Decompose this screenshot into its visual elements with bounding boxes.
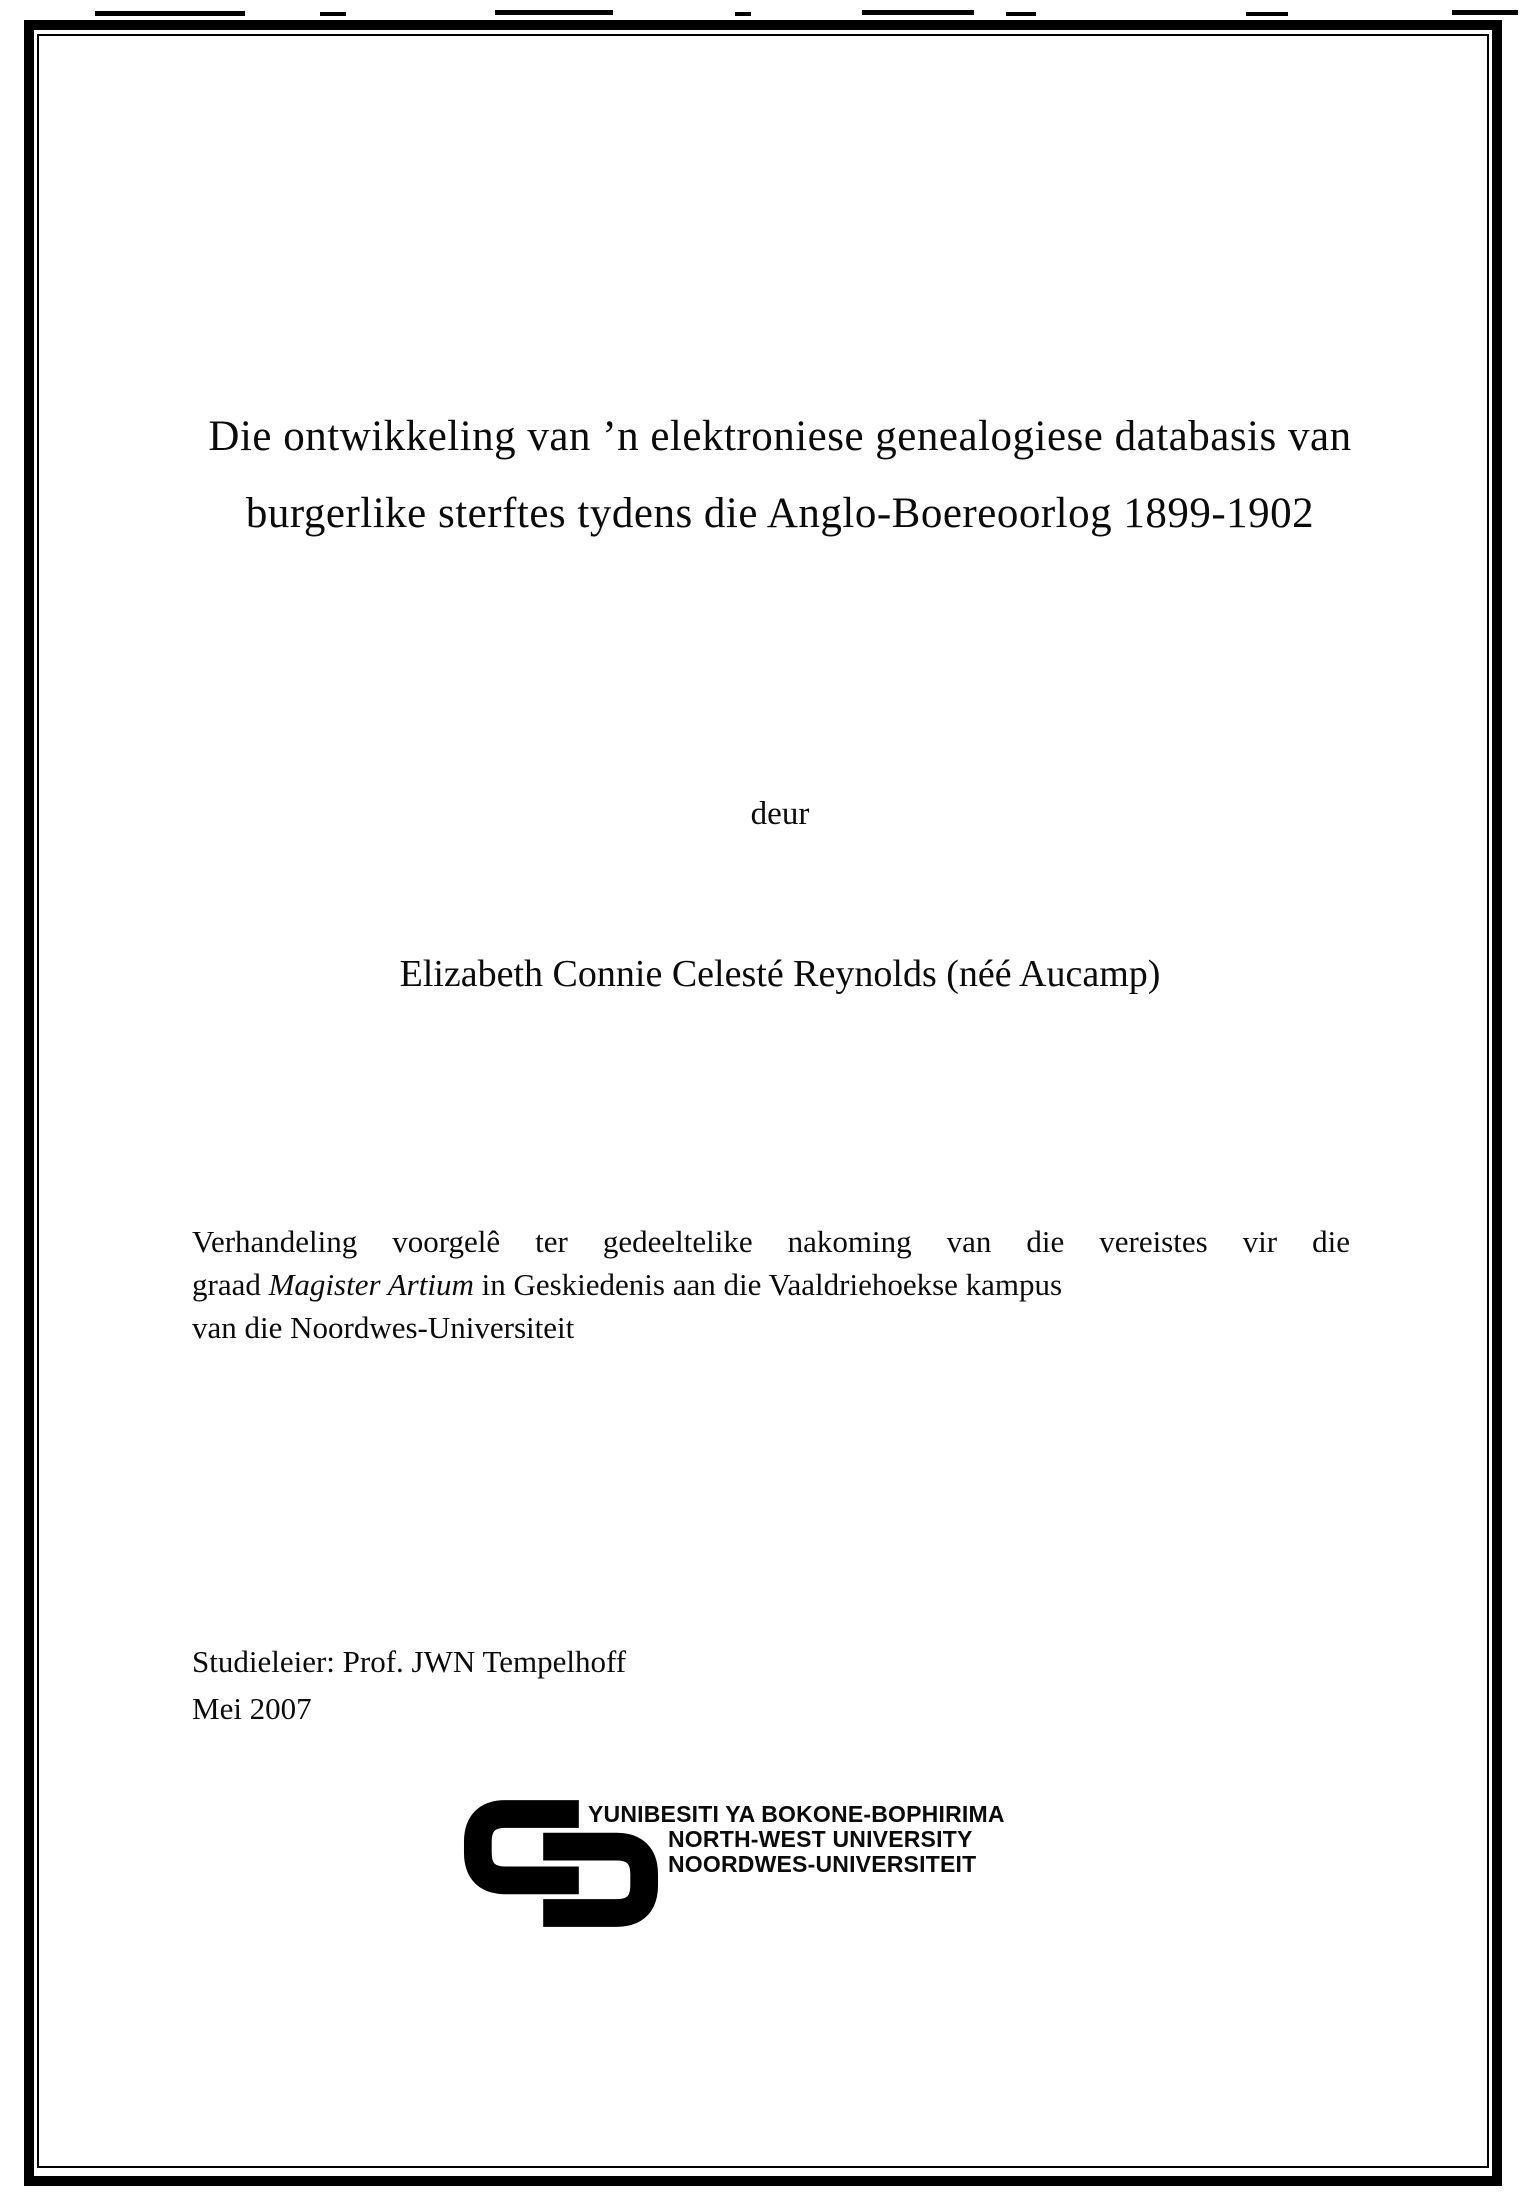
thesis-title-line2: burgerlike sterftes tydens die Anglo-Boereoorlog 1899-1902 <box>245 490 1315 537</box>
thesis-title <box>70 398 1490 552</box>
scan-artifact <box>320 12 346 16</box>
degree-name: Magister Artium <box>268 1267 474 1302</box>
scan-artifact <box>735 12 751 16</box>
date-line: Mei 2007 <box>192 1691 312 1726</box>
scan-artifact <box>1246 12 1288 16</box>
scan-artifact <box>1452 10 1518 15</box>
university-logo-text <box>588 1802 1005 1877</box>
degree-statement-line2-prefix: graad <box>192 1267 269 1302</box>
scan-artifact <box>1006 12 1036 16</box>
university-name-english: NORTH-WEST UNIVERSITY <box>668 1826 973 1852</box>
degree-statement-line3: van die Noordwes-Universiteit <box>192 1310 575 1345</box>
byline: deur <box>750 796 810 832</box>
supervisor-line: Studieleier: Prof. JWN Tempelhoff <box>192 1644 627 1679</box>
university-name-setswana: YUNIBESITI YA BOKONE-BOPHIRIMA <box>588 1801 1005 1827</box>
scan-artifact <box>862 10 974 15</box>
degree-statement <box>192 1220 1350 1349</box>
university-name-afrikaans: NOORDWES-UNIVERSITEIT <box>668 1851 977 1877</box>
author-name: Elizabeth Connie Celesté Reynolds (néé Aucamp) <box>399 953 1161 995</box>
degree-statement-line1: Verhandeling voorgelê ter gedeeltelike nakoming van die vereistes vir die <box>192 1224 1350 1259</box>
degree-statement-line2-suffix: in Geskiedenis aan die Vaaldriehoekse kampus <box>473 1267 1063 1302</box>
scan-artifact <box>95 11 245 16</box>
scan-artifact <box>495 10 613 15</box>
supervisor-block <box>192 1638 626 1732</box>
degree-statement-line2 <box>192 1263 1350 1306</box>
thesis-title-line1: Die ontwikkeling van ’n elektroniese genealogiese databasis van <box>208 413 1352 460</box>
university-logo <box>462 1798 1102 1958</box>
